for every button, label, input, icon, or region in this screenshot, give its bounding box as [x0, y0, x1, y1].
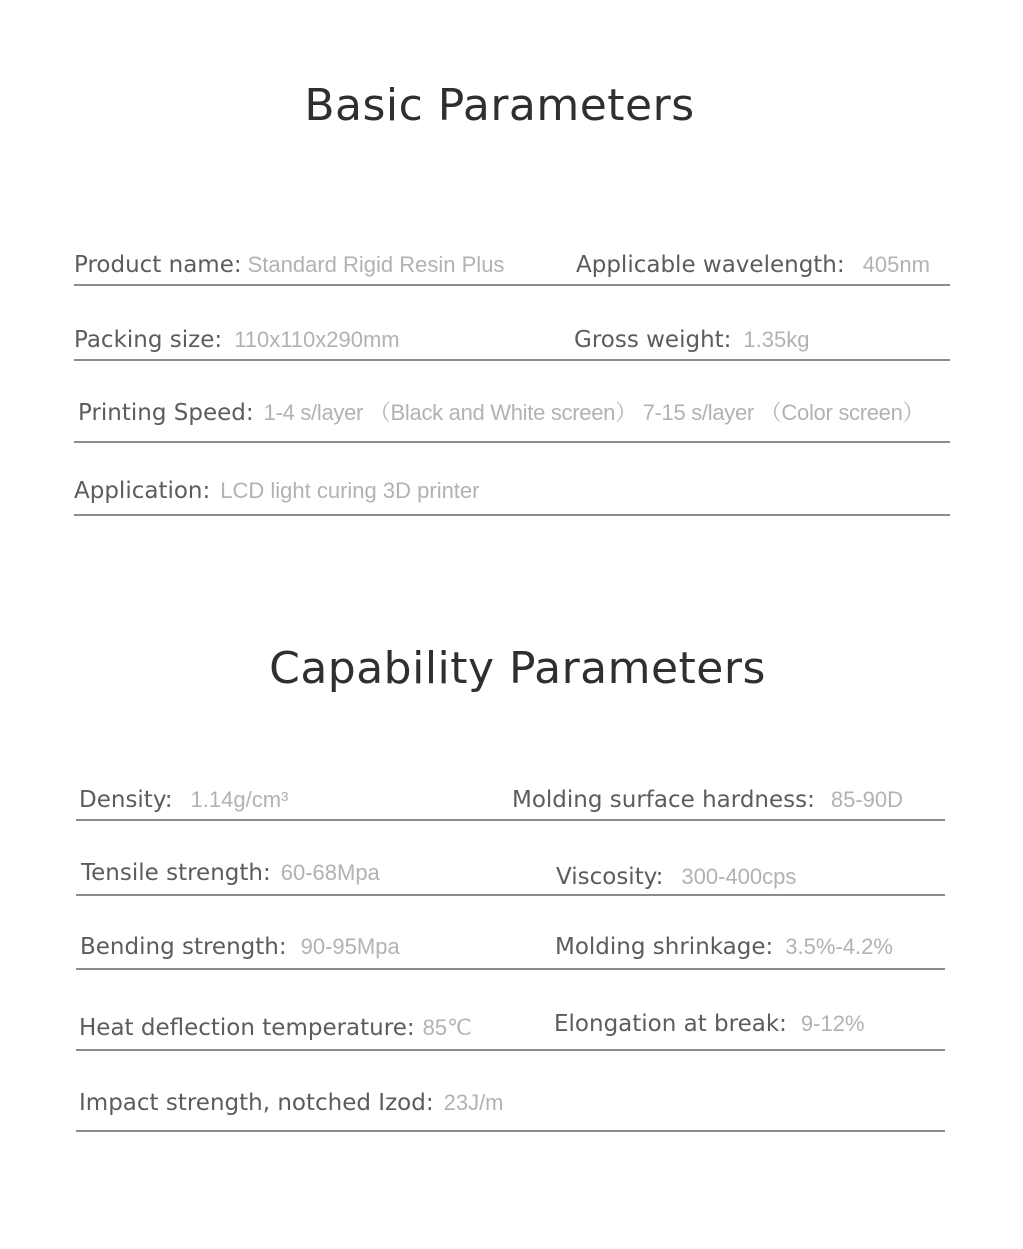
spec-label: Packing size:	[74, 327, 223, 353]
spec-density	[79, 787, 288, 813]
spec-label: Printing Speed:	[78, 400, 254, 426]
spec-printing-speed	[78, 396, 924, 427]
spec-value: 1-4 s/layer （Black and White screen） 7-15 s/layer （Color screen）	[263, 400, 925, 425]
spec-row-printing-speed	[74, 389, 950, 443]
spec-value: 85℃	[422, 1015, 472, 1040]
spec-label: Tensile strength:	[81, 860, 271, 886]
spec-application	[74, 478, 480, 504]
spec-value: 90-95Mpa	[300, 934, 400, 959]
spec-value: 85-90D	[830, 787, 904, 812]
spec-value: 405nm	[862, 252, 930, 277]
spec-row-impact	[76, 1078, 945, 1132]
spec-row-product	[74, 240, 950, 286]
spec-wavelength	[576, 252, 930, 278]
spec-label: Density:	[79, 787, 173, 813]
spec-value: 9-12%	[800, 1011, 865, 1036]
spec-label: Application:	[74, 478, 211, 504]
spec-value: LCD light curing 3D printer	[220, 478, 480, 503]
spec-heat-deflection	[79, 1015, 472, 1041]
spec-product-name	[74, 252, 504, 278]
spec-value: 300-400cps	[681, 864, 797, 889]
spec-packing-size	[74, 327, 400, 353]
spec-value: 23J/m	[443, 1090, 504, 1115]
spec-row-density	[76, 776, 945, 821]
spec-value: Standard Rigid Resin Plus	[247, 252, 505, 277]
spec-bending	[80, 934, 400, 960]
spec-elongation	[554, 1011, 865, 1037]
spec-gross-weight	[574, 327, 809, 353]
capability-parameters-title: Capability Parameters	[269, 643, 766, 694]
spec-label: Viscosity:	[556, 864, 664, 890]
spec-label: Product name:	[74, 252, 242, 278]
spec-tensile	[81, 860, 380, 886]
spec-impact	[79, 1090, 504, 1116]
spec-hardness	[512, 787, 903, 813]
spec-label: Elongation at break:	[554, 1011, 787, 1037]
spec-row-tensile	[76, 850, 945, 896]
spec-value: 1.35kg	[743, 327, 810, 352]
spec-value: 1.14g/cm³	[190, 787, 289, 812]
spec-row-bending	[76, 924, 945, 970]
spec-value: 3.5%-4.2%	[785, 934, 893, 959]
spec-label: Molding shrinkage:	[555, 934, 774, 960]
spec-label: Molding surface hardness:	[512, 787, 815, 813]
basic-parameters-title: Basic Parameters	[304, 80, 695, 131]
spec-label: Heat deflection temperature:	[79, 1015, 415, 1041]
spec-value: 60-68Mpa	[280, 860, 380, 885]
spec-row-application	[74, 466, 950, 516]
spec-label: Bending strength:	[80, 934, 287, 960]
spec-label: Gross weight:	[574, 327, 732, 353]
spec-label: Impact strength, notched Izod:	[79, 1090, 434, 1116]
spec-shrinkage	[555, 934, 893, 960]
spec-label: Applicable wavelength:	[576, 252, 845, 278]
spec-row-heat	[76, 1000, 945, 1051]
spec-viscosity	[556, 864, 796, 890]
spec-row-packing	[74, 314, 950, 361]
spec-value: 110x110x290mm	[234, 327, 400, 352]
